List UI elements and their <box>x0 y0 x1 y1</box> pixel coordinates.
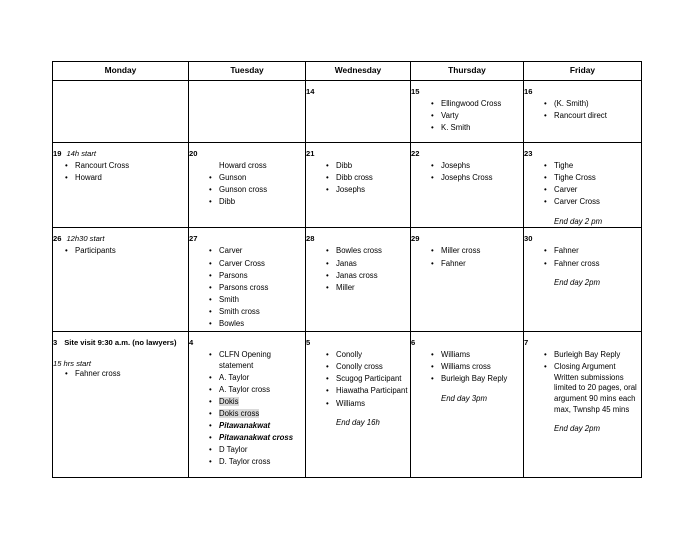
day-item-label: Fahner <box>441 258 466 268</box>
day-item-label: Janas cross <box>336 270 378 280</box>
day-item-label: Parsons <box>219 270 248 280</box>
bullet-icon: • <box>544 185 547 195</box>
bullet-icon: • <box>431 173 434 183</box>
day-item[interactable] <box>326 173 410 184</box>
day-cell-5[interactable] <box>306 332 411 478</box>
day-end-note: End day 2pm <box>554 424 600 434</box>
bullet-icon: • <box>209 350 212 360</box>
day-item[interactable] <box>65 161 188 172</box>
day-item-label: Gunson <box>219 173 247 183</box>
bullet-icon: • <box>544 161 547 170</box>
bullet-icon: • <box>209 409 212 419</box>
day-item[interactable] <box>209 185 305 196</box>
day-item-label: Varty <box>441 111 459 121</box>
day-item-label: Carver <box>554 185 578 195</box>
day-header <box>411 332 523 350</box>
day-cell-27[interactable] <box>189 228 306 332</box>
day-item[interactable] <box>209 445 305 456</box>
day-cell-14[interactable] <box>306 81 411 143</box>
day-header <box>524 228 641 246</box>
day-cell-3[interactable] <box>53 332 189 478</box>
bullet-icon: • <box>209 246 212 256</box>
day-item-label: Pitawanakwat cross <box>219 433 294 443</box>
day-item[interactable] <box>209 397 305 408</box>
day-item-label: Carver Cross <box>554 197 600 207</box>
day-header <box>189 143 305 161</box>
bullet-icon: • <box>326 173 329 183</box>
day-item[interactable] <box>326 270 410 282</box>
bullet-icon: • <box>65 173 68 183</box>
day-number: 27 <box>189 234 198 244</box>
day-item-label: Rancourt Cross <box>75 161 130 170</box>
day-number: 6 <box>411 338 416 348</box>
day-item-label: Gunson cross <box>219 185 268 195</box>
day-item-label: Tighe Cross <box>554 173 596 183</box>
day-number: 26 <box>53 234 62 244</box>
bullet-icon: • <box>431 161 434 170</box>
day-item[interactable] <box>209 246 305 257</box>
day-item-label: Hiawatha Participant <box>336 386 408 396</box>
day-cell-22[interactable] <box>411 143 524 228</box>
day-item[interactable] <box>544 258 641 270</box>
bullet-icon: • <box>326 185 329 195</box>
day-item-label: Dokis cross <box>219 409 260 419</box>
day-item-label: Miller <box>336 282 355 292</box>
day-cell-19[interactable] <box>53 143 189 228</box>
bullet-icon: • <box>209 397 212 406</box>
day-item-list <box>524 246 641 269</box>
bullet-icon: • <box>544 362 547 372</box>
day-note: Site visit 9:30 a.m. (no lawyers) <box>64 338 177 348</box>
bullet-icon: • <box>544 246 547 256</box>
day-item[interactable] <box>326 362 410 373</box>
day-header <box>53 81 188 92</box>
day-item-label: Burleigh Bay Reply <box>554 350 621 360</box>
day-item-list <box>524 161 641 208</box>
day-header <box>189 332 305 350</box>
day-item[interactable] <box>544 362 641 415</box>
bullet-icon: • <box>209 306 212 316</box>
day-item-label: Conolly <box>336 350 363 360</box>
day-number: 3 <box>53 338 58 348</box>
day-item[interactable] <box>209 421 305 432</box>
day-item[interactable] <box>65 246 188 257</box>
day-item[interactable] <box>209 350 305 371</box>
day-number: 16 <box>524 87 533 96</box>
column-header-thursday: Thursday <box>411 62 524 81</box>
day-number: 19 <box>53 149 62 158</box>
day-item-label: Josephs Cross <box>441 173 493 183</box>
bullet-icon: • <box>209 421 212 431</box>
day-item-label: Scugog Participant <box>336 374 402 384</box>
day-item-label: (K. Smith) <box>554 99 589 108</box>
day-item-label: Ellingwood Cross <box>441 99 502 108</box>
day-item[interactable] <box>219 161 305 172</box>
day-item-label: CLFN Opening statement <box>219 350 272 370</box>
day-item[interactable] <box>209 457 305 468</box>
day-item[interactable] <box>326 386 410 397</box>
day-item[interactable] <box>431 99 523 110</box>
day-header <box>53 228 188 246</box>
day-item-label: Rancourt direct <box>554 111 607 121</box>
bullet-icon: • <box>209 258 212 268</box>
column-header-wednesday: Wednesday <box>306 62 411 81</box>
day-number: 5 <box>306 338 311 348</box>
day-item[interactable] <box>65 369 188 380</box>
day-item[interactable] <box>209 384 305 396</box>
day-cell-23[interactable] <box>524 143 642 228</box>
bullet-icon: • <box>544 350 547 360</box>
day-item-label: Fahner <box>554 246 579 256</box>
bullet-icon: • <box>65 369 68 379</box>
day-item-label: D. Taylor cross <box>219 457 271 467</box>
day-item[interactable] <box>544 185 641 196</box>
bullet-icon: • <box>431 374 434 384</box>
day-item-list <box>189 350 305 468</box>
day-item[interactable] <box>326 185 410 196</box>
day-number: 20 <box>189 149 198 158</box>
day-item-list <box>53 161 188 184</box>
day-item-list <box>411 161 523 184</box>
day-cell-empty[interactable] <box>189 81 306 143</box>
day-item-list <box>306 350 410 409</box>
column-header-monday: Monday <box>53 62 189 81</box>
day-item-list <box>53 369 188 380</box>
bullet-icon: • <box>209 270 212 280</box>
column-header-tuesday: Tuesday <box>189 62 306 81</box>
day-item[interactable] <box>326 350 410 361</box>
day-item-label: D Taylor <box>219 445 248 455</box>
bullet-icon: • <box>431 123 434 133</box>
day-item[interactable] <box>209 294 305 306</box>
day-item[interactable] <box>544 173 641 184</box>
day-cell-16[interactable] <box>524 81 642 143</box>
bullet-icon: • <box>209 433 212 443</box>
day-cell-4[interactable] <box>189 332 306 478</box>
day-number: 7 <box>524 338 529 348</box>
day-item-label: Pitawanakwat <box>219 421 271 431</box>
day-number: 22 <box>411 149 420 158</box>
day-item[interactable] <box>326 258 410 270</box>
calendar-week-row <box>53 143 642 228</box>
bullet-icon: • <box>326 161 329 170</box>
day-item-list <box>306 246 410 293</box>
day-item-label: Howard cross <box>219 161 267 170</box>
day-item-label: Howard <box>75 173 102 183</box>
day-header <box>306 228 410 246</box>
calendar-week-row <box>53 228 642 332</box>
day-header <box>524 332 641 350</box>
day-number: 21 <box>306 149 315 158</box>
day-item[interactable] <box>209 282 305 294</box>
bullet-icon: • <box>326 386 329 396</box>
day-item-list <box>524 350 641 415</box>
day-item[interactable] <box>431 161 523 172</box>
bullet-icon: • <box>431 350 434 360</box>
day-number: 15 <box>411 87 420 96</box>
calendar-body <box>53 81 642 478</box>
day-item-label: Dibb cross <box>336 173 373 183</box>
day-item-label: Participants <box>75 246 116 256</box>
day-item-label: A. Taylor <box>219 372 250 382</box>
day-item-list <box>189 246 305 329</box>
bullet-icon: • <box>544 173 547 183</box>
day-item-list <box>306 161 410 196</box>
bullet-icon: • <box>544 99 547 108</box>
bullet-icon: • <box>209 197 212 207</box>
day-item[interactable] <box>326 246 410 257</box>
bullet-icon: • <box>209 457 212 467</box>
day-header <box>524 81 641 99</box>
bullet-icon: • <box>209 173 212 183</box>
day-cell-empty[interactable] <box>53 81 189 143</box>
day-number: 29 <box>411 234 420 244</box>
day-item[interactable] <box>544 350 641 361</box>
column-header-friday: Friday <box>524 62 642 81</box>
day-item-label: Smith cross <box>219 306 260 316</box>
day-item[interactable] <box>431 258 523 270</box>
day-cell-7[interactable] <box>524 332 642 478</box>
day-header <box>189 81 305 92</box>
bullet-icon: • <box>326 398 329 408</box>
day-end-note: End day 3pm <box>441 393 487 403</box>
day-item-label: Parsons cross <box>219 282 269 292</box>
day-number: 14 <box>306 87 315 96</box>
day-item-label: Josephs <box>336 185 366 195</box>
day-number: 23 <box>524 149 533 158</box>
day-number: 28 <box>306 234 315 244</box>
day-header <box>306 332 410 350</box>
day-item[interactable] <box>431 246 523 257</box>
day-item-label: Dokis <box>219 397 239 406</box>
day-note: 14h start <box>66 149 97 158</box>
bullet-icon: • <box>65 246 68 256</box>
day-item[interactable] <box>544 111 641 122</box>
day-cell-20[interactable] <box>189 143 306 228</box>
day-item-label: Williams <box>441 350 471 360</box>
day-end-note: End day 2pm <box>554 278 600 288</box>
day-item-label: Carver Cross <box>219 258 265 268</box>
day-item[interactable] <box>544 99 641 110</box>
day-item[interactable] <box>431 374 523 385</box>
day-cell-15[interactable] <box>411 81 524 143</box>
day-cell-6[interactable] <box>411 332 524 478</box>
day-item[interactable] <box>431 362 523 373</box>
day-cell-28[interactable] <box>306 228 411 332</box>
calendar-header-row <box>53 62 642 81</box>
day-end-note: End day 16h <box>336 418 380 428</box>
day-header <box>189 228 305 246</box>
day-cell-21[interactable] <box>306 143 411 228</box>
day-item-label: Janas <box>336 258 357 268</box>
bullet-icon: • <box>209 445 212 455</box>
day-item[interactable] <box>431 123 523 134</box>
day-item-list <box>411 246 523 269</box>
day-item-label: Bowles cross <box>336 246 382 256</box>
day-item[interactable] <box>209 372 305 384</box>
day-item-label: Burleigh Bay Reply <box>441 374 508 384</box>
schedule-calendar-table <box>52 61 642 478</box>
bullet-icon: • <box>326 282 329 292</box>
bullet-icon: • <box>209 372 212 382</box>
bullet-icon: • <box>431 99 434 108</box>
day-start-note: 15 hrs start <box>53 359 91 369</box>
calendar-container <box>52 61 641 478</box>
day-header <box>53 143 188 161</box>
day-item[interactable] <box>326 374 410 385</box>
bullet-icon: • <box>209 282 212 292</box>
day-header <box>524 143 641 161</box>
bullet-icon: • <box>326 362 329 372</box>
calendar-week-row <box>53 332 642 478</box>
bullet-icon: • <box>209 384 212 394</box>
day-item-label: K. Smith <box>441 123 471 133</box>
day-item[interactable] <box>209 319 305 330</box>
day-item[interactable] <box>431 111 523 122</box>
day-header <box>411 81 523 99</box>
day-cell-29[interactable] <box>411 228 524 332</box>
bullet-icon: • <box>544 111 547 121</box>
day-item-list <box>189 161 305 208</box>
day-item-label: A. Taylor cross <box>219 384 270 394</box>
day-item[interactable] <box>209 433 305 444</box>
day-item[interactable] <box>544 197 641 208</box>
day-item[interactable] <box>209 409 305 420</box>
day-header <box>306 143 410 161</box>
day-item-label: Miller cross <box>441 246 481 256</box>
day-item-list <box>411 350 523 385</box>
day-item[interactable] <box>326 398 410 410</box>
bullet-icon: • <box>65 161 68 170</box>
day-header <box>411 143 523 161</box>
bullet-icon: • <box>209 185 212 195</box>
bullet-icon: • <box>431 246 434 256</box>
day-item[interactable] <box>544 161 641 172</box>
bullet-icon: • <box>326 270 329 280</box>
bullet-icon: • <box>326 350 329 360</box>
day-item-label: Conolly cross <box>336 362 383 372</box>
day-item-label: Dibb <box>219 197 236 207</box>
day-item-label: Williams cross <box>441 362 491 372</box>
bullet-icon: • <box>544 197 547 207</box>
day-item-label: Bowles <box>219 319 245 329</box>
day-item-list <box>53 246 188 257</box>
day-header <box>411 228 523 246</box>
day-item[interactable] <box>209 197 305 208</box>
day-item-label: Fahner cross <box>75 369 121 379</box>
calendar-week-row <box>53 81 642 143</box>
bullet-icon: • <box>326 246 329 256</box>
day-header <box>306 81 410 99</box>
day-item[interactable] <box>209 173 305 184</box>
bullet-icon: • <box>326 374 329 384</box>
day-item[interactable] <box>326 282 410 294</box>
day-item-label: Fahner cross <box>554 258 600 268</box>
bullet-icon: • <box>431 111 434 121</box>
day-note: 12h30 start <box>66 234 105 244</box>
bullet-icon: • <box>209 294 212 304</box>
day-cell-30[interactable] <box>524 228 642 332</box>
day-header <box>53 332 188 350</box>
day-item[interactable] <box>209 258 305 270</box>
day-item-list <box>524 99 641 122</box>
day-item[interactable] <box>544 246 641 257</box>
day-item[interactable] <box>431 173 523 184</box>
bullet-icon: • <box>431 362 434 372</box>
day-item[interactable] <box>65 173 188 184</box>
day-number: 4 <box>189 338 194 348</box>
day-item-label: Williams <box>336 398 366 408</box>
bullet-icon: • <box>544 258 547 268</box>
day-cell-26[interactable] <box>53 228 189 332</box>
day-item-list <box>411 99 523 134</box>
day-item-label: Josephs <box>441 161 471 170</box>
day-item-label: Closing Argument Written submissions limited to 20 pages, oral argument 90 mins each max, Twnshp 45 mins <box>554 362 637 414</box>
bullet-icon: • <box>326 258 329 268</box>
day-item[interactable] <box>326 161 410 172</box>
day-item-label: Tighe <box>554 161 574 170</box>
day-item-label: Carver <box>219 246 243 256</box>
bullet-icon: • <box>209 319 212 329</box>
day-number: 30 <box>524 234 533 244</box>
day-item[interactable] <box>209 270 305 282</box>
day-item[interactable] <box>431 350 523 361</box>
day-item-label: Dibb <box>336 161 353 170</box>
day-end-note: End day 2 pm <box>554 216 603 226</box>
day-item[interactable] <box>209 306 305 318</box>
day-item-label: Smith <box>219 294 239 304</box>
bullet-icon: • <box>431 258 434 268</box>
